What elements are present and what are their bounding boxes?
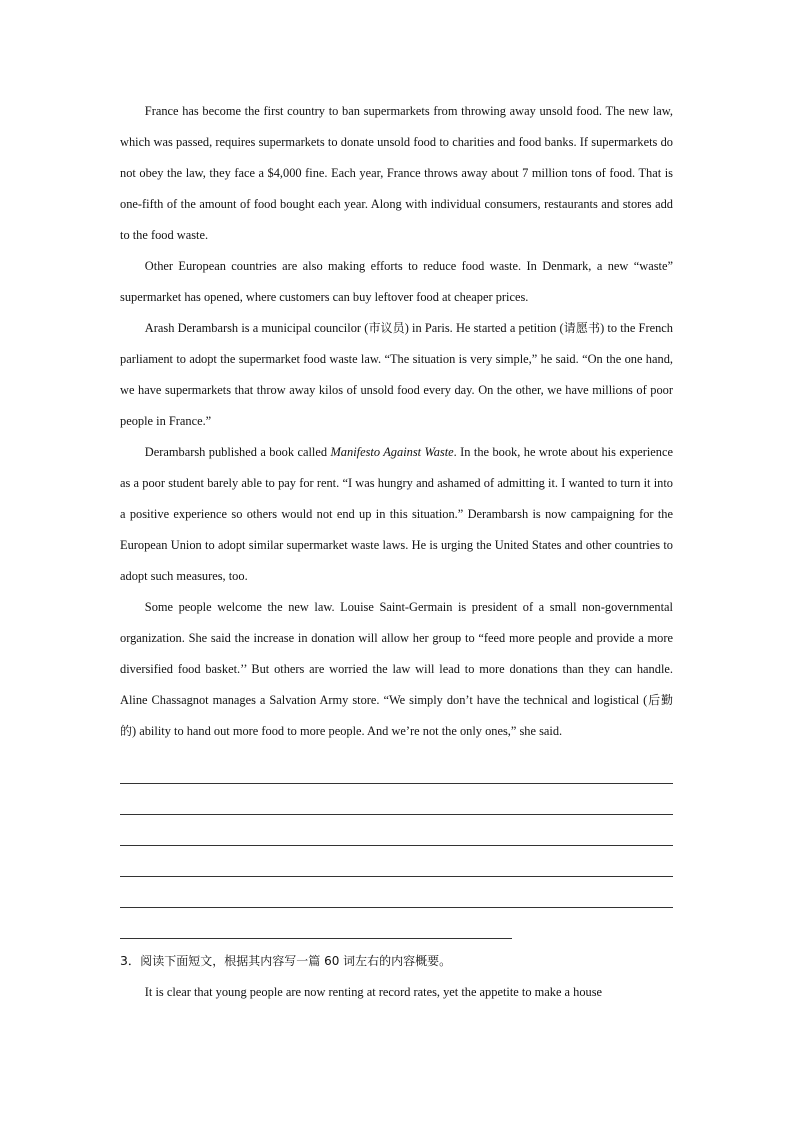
p5-text-b: ) ability to hand out more food to more people. And we’re not the only ones,” she said. [132,724,563,738]
answer-line[interactable] [120,877,673,908]
p5-text-a: Some people welcome the new law. Louise Saint-Germain is president of a small non-governmental organization. She said the increase in donation will allow her group to “feed more people and provide a more diversified food basket.’’ But others are worried the law will lead to more donations than they can handle. Aline Chassagnot manages a Salvation Army store. “We simply don’t have the technical and logistical ( [120,600,673,707]
p4-text-b: . In the book, he wrote about his experience as a poor student barely able to pay for rent. “I was hungry and ashamed of admitting it. I wanted to turn it into a positive experience so others would not end up in this situation.” Derambarsh is now campaigning for the European Union to adopt similar supermarket waste laws. He is urging the United States and other countries to adopt such measures, too. [120,445,673,583]
passage-paragraph-5 [120,592,673,747]
question-instruction: 阅读下面短文，根据其内容写一篇 60 词左右的内容概要。 [140,954,452,968]
answer-line[interactable] [120,784,673,815]
p4-book-title: Manifesto Against Waste [330,445,454,459]
answer-line[interactable] [120,815,673,846]
answer-line[interactable] [120,753,673,784]
answer-line[interactable] [120,846,673,877]
passage-paragraph-2: Other European countries are also making efforts to reduce food waste. In Denmark, a new “waste” supermarket has opened, where customers can buy leftover food at cheaper prices. [120,259,673,304]
question-3-heading [120,945,673,977]
p3-text-c: ) to the French parliament to adopt the supermarket food waste law. “The situation is very simple,” he said. “On the one hand, we have supermarkets that throw away kilos of unsold food every day. On the other, we have millions of poor people in France.” [120,321,673,428]
question-3-passage-start: It is clear that young people are now renting at record rates, yet the appetite to make a house [144,985,603,999]
passage-paragraph-1: France has become the first country to ban supermarkets from throwing away unsold food. The new law, which was passed, requires supermarkets to donate unsold food to charities and food banks. If supermarkets do not obey the law, they face a $4,000 fine. Each year, France throws away about 7 million tons of food. That is one-fifth of the amount of food bought each year. Along with individual consumers, restaurants and stores add to the food waste. [120,104,673,242]
answer-lines[interactable] [120,753,673,939]
p3-text-a: Arash Derambarsh is a municipal councilor ( [144,321,369,335]
document-page [120,96,673,1008]
question-number: 3． [120,953,141,968]
answer-line-short[interactable] [120,908,512,939]
passage-paragraph-3 [120,313,673,437]
p4-text-a: Derambarsh published a book called [144,445,331,459]
p3-cjk-councilor: 市议员 [368,321,405,335]
passage-paragraph-4 [120,437,673,592]
p3-text-b: ) in Paris. He started a petition ( [404,321,564,335]
p3-cjk-petition: 请愿书 [563,321,601,335]
p5-cjk-logistical: 后勤的 [120,693,673,738]
